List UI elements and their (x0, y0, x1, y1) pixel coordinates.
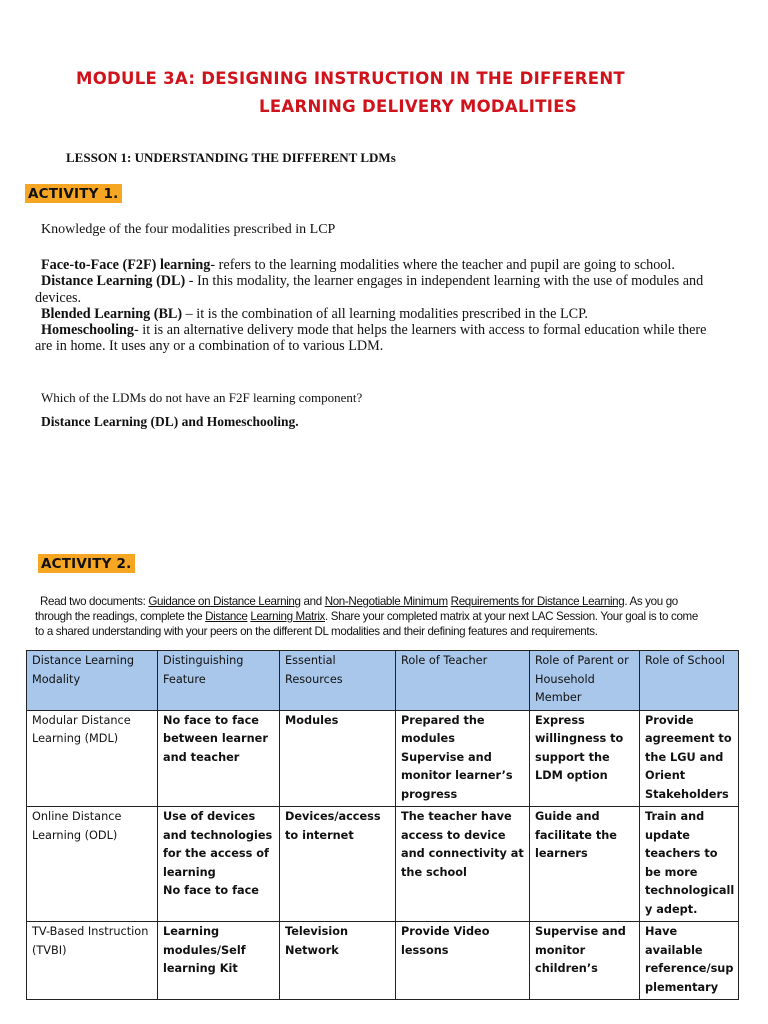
table-row (27, 807, 739, 922)
activity1-intro: Knowledge of the four modalities prescribed in LCP (41, 222, 336, 237)
cell-text: TV-Based Instruction (TVBI) (32, 925, 149, 957)
cell-text: Supervise and monitor children’s (535, 925, 626, 975)
cell-text: Online Distance Learning (ODL) (32, 810, 122, 842)
header-school-role: Role of School (640, 651, 739, 711)
table-cell (640, 710, 739, 807)
definition-homeschooling (35, 322, 725, 355)
module-title-line2: LEARNING DELIVERY MODALITIES (259, 97, 577, 116)
activity1-label: ACTIVITY 1. (25, 184, 122, 203)
cell-text: Learning modules/Self learning Kit (163, 925, 246, 975)
definition-term: Homeschooling (41, 322, 135, 339)
definition-term: Face-to-Face (F2F) learning (41, 257, 211, 273)
definition-term: Distance Learning (DL) (41, 273, 186, 290)
table-cell (530, 807, 640, 922)
cell-text: Use of devices and technologies for the access of learning (163, 810, 273, 879)
table-cell (158, 807, 280, 922)
table-cell (280, 710, 396, 807)
activity2-instructions (35, 594, 705, 640)
table-header-row (27, 651, 739, 711)
table-cell (158, 710, 280, 807)
cell-text: Supervise and monitor learner’s progress (401, 750, 513, 801)
header-feature: Distinguishing Feature (158, 651, 280, 711)
table-cell (280, 807, 396, 922)
activity1-question: Which of the LDMs do not have an F2F learning component? (41, 390, 363, 405)
cell-text: Express willingness to support the LDM option (535, 713, 624, 782)
non-negotiable-link[interactable]: Non-Negotiable Minimum (324, 595, 448, 608)
definitions-list (35, 257, 725, 355)
definition-text: - refers to the learning modalities where the teacher and pupil are going to school. (210, 257, 675, 273)
guidance-link[interactable]: Guidance on Distance Learning (148, 595, 301, 608)
cell-text: Train and update teachers to be more technologicall y adept. (645, 810, 735, 916)
instruction-text: Read two documents: (40, 595, 149, 608)
cell-text: Prepared the modules (401, 713, 485, 745)
table-cell (27, 807, 158, 922)
table-row (27, 922, 739, 1000)
header-resources: Essential Resources (280, 651, 396, 711)
instruction-text: . As you go through the readings, complete the (35, 595, 678, 624)
table-cell (158, 922, 280, 1000)
cell-text: The teacher have access to device and connectivity at the school (401, 810, 524, 879)
definition-term: Blended Learning (BL) (41, 305, 183, 322)
definition-text: - it is an alternative delivery mode that helps the learners with access to formal education while there are in home. It uses any or a combination of to various LDM. (35, 322, 707, 355)
header-modality: Distance Learning Modality (27, 651, 158, 711)
instruction-text: and (300, 595, 325, 608)
table-cell (396, 710, 530, 807)
cell-text: Modular Distance Learning (MDL) (32, 713, 131, 745)
activity2-label: ACTIVITY 2. (38, 554, 135, 573)
dl-matrix-table (26, 650, 739, 1000)
requirements-link[interactable]: Requirements for Distance Learning (450, 595, 625, 608)
table-cell (640, 922, 739, 1000)
table-cell (396, 807, 530, 922)
table-cell (280, 922, 396, 1000)
cell-text: Have available reference/sup plementary (645, 925, 734, 994)
cell-text: No face to face between learner and teacher (163, 713, 268, 764)
instruction-text: . Share your completed matrix at your next LAC Session. Your goal is to come to a shared understanding with your peers on the different DL modalities and their defining features and requirements. (35, 610, 698, 639)
table-cell (530, 922, 640, 1000)
module-title-line1: MODULE 3A: DESIGNING INSTRUCTION IN THE DIFFERENT (76, 69, 625, 88)
table-cell (640, 807, 739, 922)
definition-text: – it is the combination of all learning modalities prescribed in the LCP. (182, 305, 588, 322)
definition-f2f (35, 257, 725, 273)
table-row (27, 710, 739, 807)
cell-text: Provide Video lessons (401, 925, 490, 957)
definition-bl (35, 306, 725, 322)
cell-text: Guide and facilitate the learners (535, 810, 617, 860)
table-cell (396, 922, 530, 1000)
cell-text: Devices/access to internet (285, 810, 381, 842)
lesson-heading: LESSON 1: UNDERSTANDING THE DIFFERENT LDMs (66, 150, 396, 165)
cell-text: Modules (285, 713, 339, 727)
header-teacher-role: Role of Teacher (396, 651, 530, 711)
definition-text: - In this modality, the learner engages in independent learning with the use of modules and devices. (35, 273, 704, 306)
cell-text: Provide agreement to the LGU and Orient Stakeholders (645, 713, 732, 801)
cell-text: No face to face (163, 884, 259, 897)
table-cell (530, 710, 640, 807)
cell-text: Television Network (285, 925, 349, 957)
definition-dl (35, 273, 725, 306)
header-parent-role: Role of Parent or Household Member (530, 651, 640, 711)
matrix-link[interactable]: Learning Matrix (250, 610, 325, 624)
table-cell (27, 922, 158, 1000)
activity1-answer: Distance Learning (DL) and Homeschooling. (41, 414, 299, 429)
distance-link[interactable]: Distance (205, 610, 248, 624)
table-cell (27, 710, 158, 807)
